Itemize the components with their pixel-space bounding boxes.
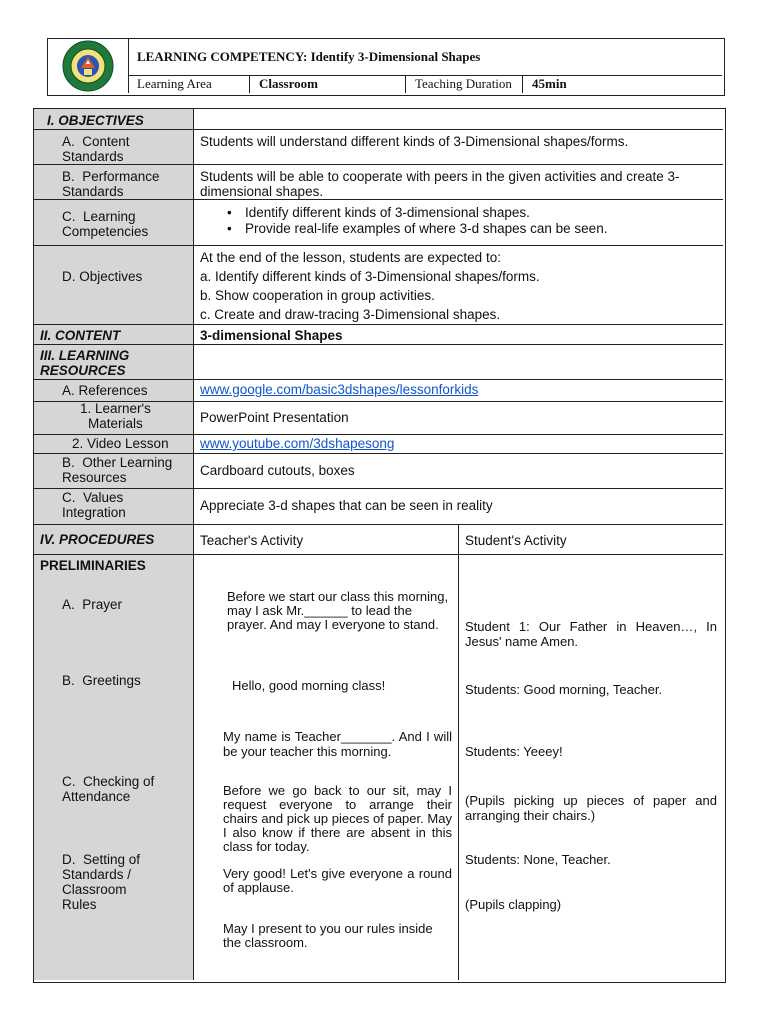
resources-heading: III. LEARNING RESOURCES [40, 348, 130, 378]
objective-item: a. Identify different kinds of 3-Dimensional shapes/forms. [200, 269, 540, 284]
student-arranging-text: (Pupils picking up pieces of paper and arranging their chairs.) [465, 793, 717, 823]
learners-materials-value: PowerPoint Presentation [200, 410, 349, 425]
objective-item: b. Show cooperation in group activities. [200, 288, 435, 303]
competency-value: Identify 3-Dimensional Shapes [310, 49, 481, 64]
content-standards-text: Students will understand different kinds of 3-Dimensional shapes/forms. [200, 134, 629, 149]
step-prayer: A. Prayer [62, 597, 123, 612]
competency-bullet: • [227, 205, 232, 220]
lesson-plan-table [33, 108, 726, 983]
teacher-rules-text: May I present to you our rules inside the classroom. [223, 921, 433, 950]
header-table [47, 38, 725, 96]
step-standards-rules: D. Setting of Standards / Classroom Rules [62, 852, 141, 912]
objectives-intro: At the end of the lesson, students are expected to: [200, 250, 501, 265]
student-greeting-text: Students: Good morning, Teacher. [465, 682, 663, 697]
student-clapping-text: (Pupils clapping) [465, 897, 562, 912]
content-value: 3-dimensional Shapes [200, 328, 343, 343]
values-integration-value: Appreciate 3-d shapes that can be seen in reality [200, 498, 493, 513]
teacher-prayer-text: Before we start our class this morning, may I ask Mr.______ to lead the prayer. And may I everyone to stand. [227, 589, 449, 632]
student-none-text: Students: None, Teacher. [465, 852, 611, 867]
duration-value: 45min [532, 76, 567, 91]
competency-row [128, 39, 722, 76]
duration-label: Teaching Duration [406, 75, 523, 93]
objective-item: c. Create and draw-tracing 3-Dimensional shapes. [200, 307, 501, 322]
performance-standards-label: B. Performance Standards [62, 169, 160, 199]
values-integration-label: C. Values Integration [62, 490, 126, 520]
teacher-intro-text: My name is Teacher_______. And I will be your teacher this morning. [223, 729, 452, 759]
learning-competencies-label: C. Learning Competencies [62, 209, 149, 239]
other-resources-value: Cardboard cutouts, boxes [200, 463, 355, 478]
competency-item: Identify different kinds of 3-dimensional shapes. [245, 205, 530, 220]
student-yeey-text: Students: Yeeey! [465, 744, 563, 759]
step-attendance: C. Checking of Attendance [62, 774, 155, 804]
teacher-greeting-text: Hello, good morning class! [232, 678, 386, 693]
competency-item: Provide real-life examples of where 3-d shapes can be seen. [245, 221, 608, 236]
student-prayer-text: Student 1: Our Father in Heaven…, In Jesus' name Amen. [465, 619, 717, 649]
competency-label: LEARNING COMPETENCY: [137, 49, 308, 64]
teacher-attendance-text: Before we go back to our sit, may I request everyone to arrange their chairs and pick up pieces of paper. May I also know if there are absent in this class for today. [223, 783, 452, 854]
content-heading: II. CONTENT [40, 328, 121, 343]
student-activity-header: Student's Activity [465, 533, 567, 548]
step-greetings: B. Greetings [62, 673, 141, 688]
references-label: A. References [62, 383, 148, 398]
objectives-heading: I. OBJECTIVES [47, 113, 144, 128]
teacher-applause-text: Very good! Let's give everyone a round of applause. [223, 866, 452, 895]
learning-area-label: Learning Area [128, 75, 250, 93]
content-standards-label: A. Content Standards [62, 134, 130, 164]
references-link[interactable]: www.google.com/basic3dshapes/lessonforkids [200, 382, 479, 397]
teacher-activity-header: Teacher's Activity [200, 533, 304, 548]
info-row [128, 75, 722, 93]
objectives-label: D. Objectives [62, 269, 143, 284]
preliminaries-heading: PRELIMINARIES [40, 558, 146, 573]
video-lesson-link[interactable]: www.youtube.com/3dshapesong [200, 436, 395, 451]
competency-bullet: • [227, 221, 232, 236]
video-lesson-label: 2. Video Lesson [72, 436, 169, 451]
logo-cell [48, 39, 129, 93]
learning-area-value: Classroom [250, 75, 406, 93]
university-seal-logo [58, 40, 118, 92]
performance-standards-text: Students will be able to cooperate with peers in the given activities and create 3-dimensional shapes. [200, 169, 680, 199]
learners-materials-label: 1. Learner's Materials [80, 401, 151, 431]
procedures-heading: IV. PROCEDURES [40, 532, 155, 547]
other-resources-label: B. Other Learning Resources [62, 455, 173, 485]
